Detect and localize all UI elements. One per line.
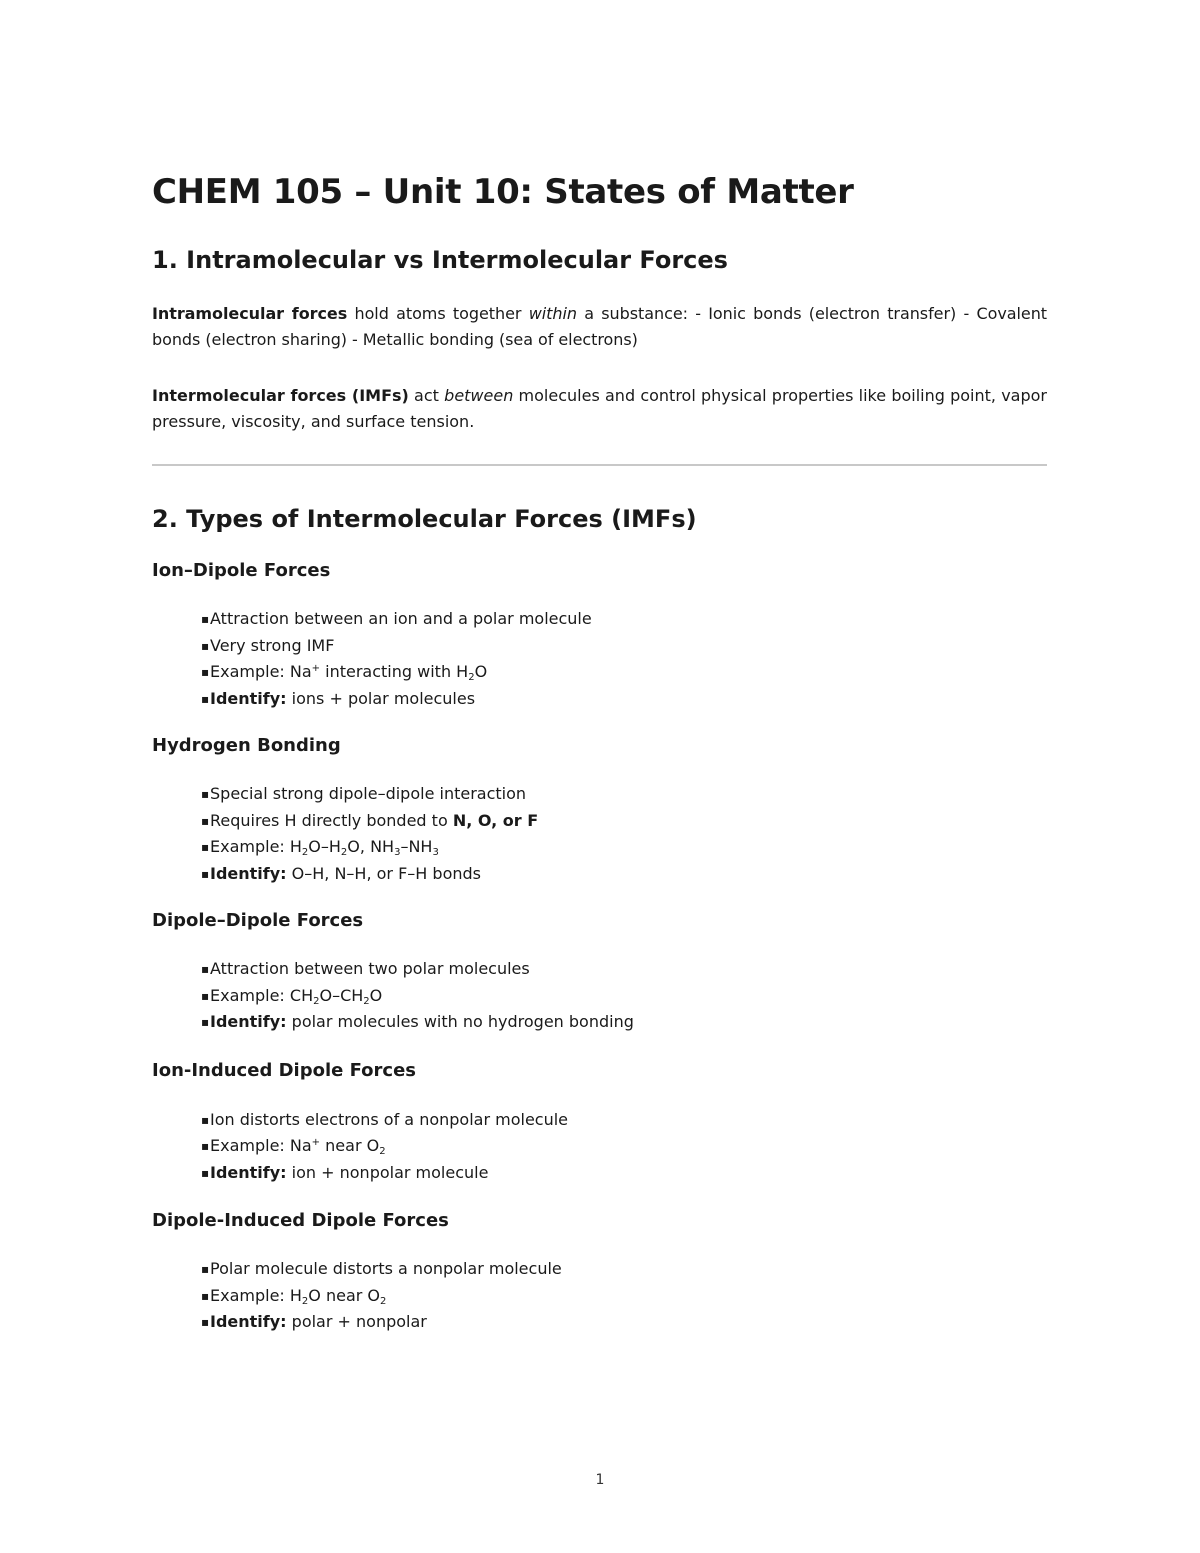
- bullet-icon: ▪: [201, 962, 210, 976]
- list-item: ▪Example: Na+ interacting with $H_2O$: [201, 659, 1047, 686]
- ion-induced-dipole-list: [152, 1107, 1047, 1187]
- list-item: ▪Attraction between an ion and a polar molecule: [201, 606, 1047, 633]
- dipole-dipole-heading: Dipole–Dipole Forces: [152, 910, 364, 931]
- list-item: ▪Example: $CH_2O-CH_2O$: [201, 983, 1047, 1010]
- bullet-icon: ▪: [201, 1015, 210, 1029]
- bullet-icon: ▪: [201, 1288, 210, 1303]
- list-item: ▪Identify: ion + nonpolar molecule: [201, 1160, 1047, 1187]
- list-item: ▪Identify: polar molecules with no hydrogen bonding: [201, 1009, 1047, 1036]
- list-item: ▪Requires H directly bonded to N, O, or F: [201, 808, 1047, 835]
- intramolecular-term: Intramolecular forces: [152, 304, 348, 323]
- list-item: ▪Ion distorts electrons of a nonpolar molecule: [201, 1107, 1047, 1134]
- list-item: ▪Special strong dipole–dipole interaction: [201, 781, 1047, 808]
- bullet-icon: ▪: [201, 787, 210, 801]
- identify-label: Identify:: [210, 688, 287, 708]
- bullet-icon: ▪: [201, 665, 210, 679]
- page-number: 1: [595, 1472, 605, 1488]
- list-item: ▪Identify: O–H, N–H, or F–H bonds: [201, 861, 1047, 888]
- bullet-icon: ▪: [201, 612, 210, 626]
- dipole-dipole-list: [152, 956, 1047, 1036]
- bullet-icon: ▪: [201, 866, 210, 881]
- list-item: ▪Example: Na+ near $O_2$: [201, 1133, 1047, 1160]
- bullet-icon: ▪: [201, 1112, 210, 1127]
- section-2-heading: 2. Types of Intermolecular Forces (IMFs): [152, 505, 697, 533]
- list-item: ▪Example: $H_2O-H_2O$, $NH_3-NH_3$: [201, 834, 1047, 861]
- emphasis-within: within: [528, 304, 577, 323]
- hydrogen-bonding-list: [152, 781, 1047, 887]
- dipole-induced-dipole-list: [152, 1256, 1047, 1336]
- bullet-icon: ▪: [201, 988, 210, 1003]
- bullet-icon: ▪: [201, 1315, 210, 1329]
- bullet-icon: ▪: [201, 691, 210, 706]
- bullet-icon: ▪: [201, 638, 210, 653]
- identify-label: Identify:: [210, 863, 287, 883]
- ion-induced-dipole-heading: Ion-Induced Dipole Forces: [152, 1059, 416, 1081]
- list-item: ▪Very strong IMF: [201, 633, 1047, 660]
- emphasis-between: between: [444, 386, 514, 405]
- list-item: ▪Example: $H_2O$ near $O_2$: [201, 1283, 1047, 1310]
- list-item: ▪Identify: polar + nonpolar: [201, 1309, 1047, 1336]
- list-item: ▪Polar molecule distorts a nonpolar molecule: [201, 1256, 1047, 1283]
- dipole-induced-dipole-heading: Dipole-Induced Dipole Forces: [152, 1210, 449, 1231]
- bullet-icon: ▪: [201, 1262, 210, 1276]
- bullet-icon: ▪: [201, 813, 210, 828]
- ion-dipole-heading: Ion–Dipole Forces: [152, 560, 331, 581]
- document-title: CHEM 105 – Unit 10: States of Matter: [152, 172, 854, 212]
- intermolecular-paragraph: Intermolecular forces (IMFs) act between molecules and control physical properties like boiling point, vapor pressure, viscosity, and surface tension.: [152, 386, 1048, 431]
- identify-label: Identify:: [210, 1312, 287, 1331]
- bullet-icon: ▪: [201, 1139, 210, 1153]
- intermolecular-term: Intermolecular forces (IMFs): [152, 386, 409, 405]
- list-item: ▪Identify: ions + polar molecules: [201, 686, 1047, 713]
- intramolecular-paragraph: Intramolecular forces hold atoms together within a substance: - Ionic bonds (electron transfer) - Covalent bonds (electron sharing) - Metallic bonding (sea of electrons): [152, 304, 1048, 349]
- section-1-heading: 1. Intramolecular vs Intermolecular Forces: [152, 246, 728, 274]
- ion-dipole-list: [152, 606, 1047, 712]
- horizontal-rule: [152, 464, 1047, 466]
- list-item: ▪Attraction between two polar molecules: [201, 956, 1047, 983]
- identify-label: Identify:: [210, 1162, 287, 1182]
- identify-label: Identify:: [210, 1012, 287, 1031]
- document-page: [152, 168, 1047, 1336]
- bullet-icon: ▪: [201, 1165, 210, 1180]
- bullet-icon: ▪: [201, 840, 210, 854]
- hydrogen-bonding-heading: Hydrogen Bonding: [152, 735, 341, 756]
